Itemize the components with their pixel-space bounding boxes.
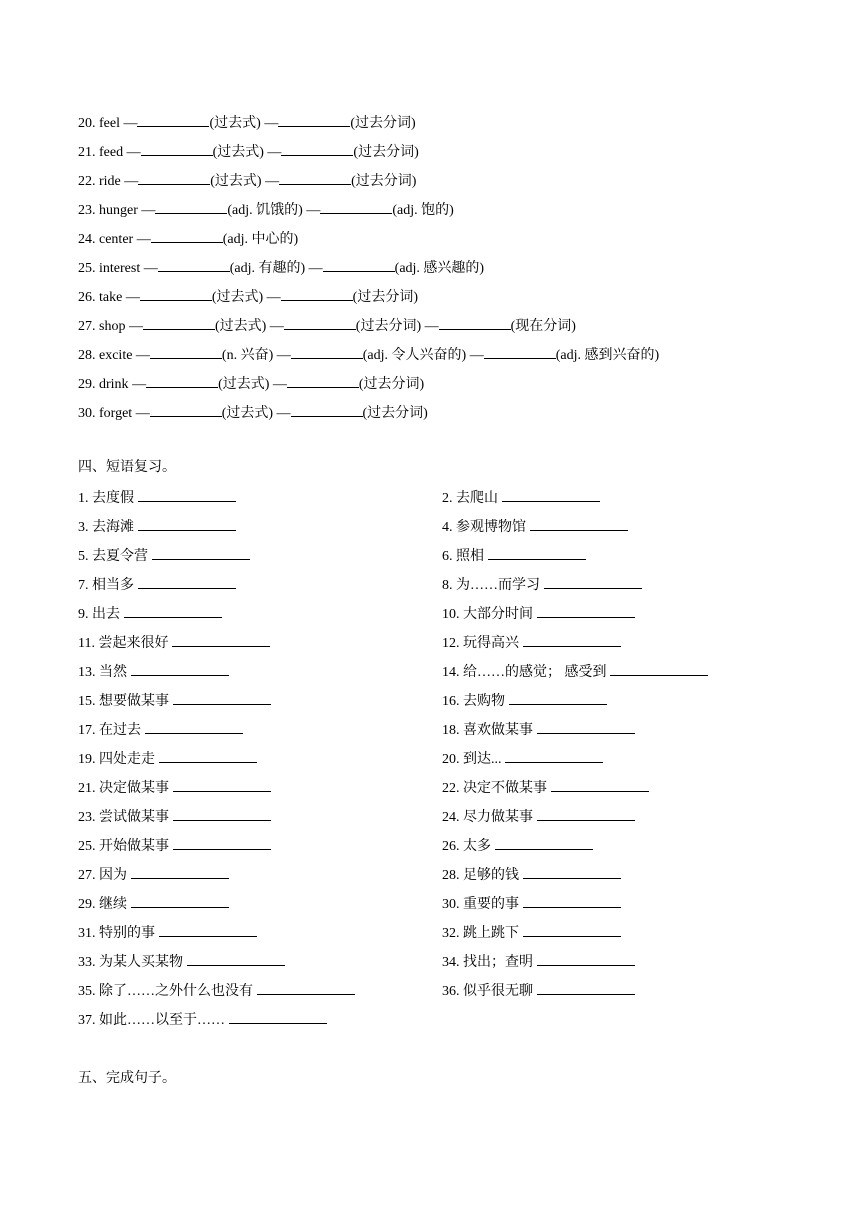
answer-blank[interactable] (523, 632, 621, 647)
item-number: 22. (78, 174, 99, 189)
answer-blank[interactable] (151, 228, 223, 243)
item-number: 26. (78, 290, 99, 305)
phrase-prompt: 18. 喜欢做某事 (442, 723, 537, 738)
phrase-item (78, 980, 355, 1000)
phrase-item (78, 487, 236, 507)
phrase-item (78, 603, 222, 623)
phrase-prompt: 35. 除了……之外什么也没有 (78, 984, 257, 999)
dash: — (263, 145, 282, 160)
phrase-item (442, 864, 621, 884)
phrase-item (442, 893, 621, 913)
base-word: ride (99, 174, 125, 189)
phrase-item (442, 719, 635, 739)
phrase-prompt: 31. 特别的事 (78, 926, 159, 941)
phrase-item (442, 951, 635, 971)
form-hint: (n. 兴奋) (221, 348, 274, 363)
phrase-item (442, 603, 635, 623)
answer-blank[interactable] (124, 603, 222, 618)
answer-blank[interactable] (488, 545, 586, 560)
word-form-row (78, 112, 416, 132)
answer-blank[interactable] (146, 373, 218, 388)
phrase-item (78, 777, 271, 797)
dash: — (143, 261, 158, 276)
word-form-row (78, 373, 424, 393)
answer-blank[interactable] (150, 344, 222, 359)
phrase-item (442, 980, 635, 1000)
answer-blank[interactable] (138, 487, 236, 502)
form-hint: (adj. 感到兴奋的) (555, 348, 660, 363)
base-word: take (99, 290, 126, 305)
form-hint: (过去式) (214, 319, 267, 334)
form-hint: (过去分词) (358, 377, 425, 392)
phrase-prompt: 20. 到达... (442, 752, 505, 767)
base-word: center (99, 232, 137, 247)
phrase-item (442, 835, 593, 855)
item-number: 28. (78, 348, 99, 363)
form-hint: (过去分词) (352, 290, 418, 305)
word-form-row (78, 199, 454, 219)
dash: — (302, 203, 321, 218)
phrase-prompt: 24. 尽力做某事 (442, 810, 537, 825)
dash: — (421, 319, 439, 334)
base-word: forget (99, 406, 136, 421)
phrase-item (78, 545, 250, 565)
answer-blank[interactable] (279, 170, 351, 185)
answer-blank[interactable] (159, 922, 257, 937)
dash: — (273, 406, 291, 421)
form-hint: (adj. 中心的) (222, 232, 299, 247)
form-hint: (过去式) (209, 116, 261, 131)
phrase-prompt: 9. 出去 (78, 607, 124, 622)
answer-blank[interactable] (229, 1009, 327, 1024)
phrase-prompt: 16. 去购物 (442, 694, 509, 709)
section-heading-phrases: 四、短语复习。 (78, 460, 176, 475)
answer-blank[interactable] (537, 806, 635, 821)
answer-blank[interactable] (505, 748, 603, 763)
phrase-prompt: 13. 当然 (78, 665, 131, 680)
phrase-item (78, 864, 229, 884)
answer-blank[interactable] (484, 344, 556, 359)
word-form-row (78, 315, 576, 335)
phrase-prompt: 5. 去夏令营 (78, 549, 152, 564)
answer-blank[interactable] (287, 373, 359, 388)
answer-blank[interactable] (523, 922, 621, 937)
dash: — (136, 232, 151, 247)
phrase-prompt: 14. 给……的感觉； 感受到 (442, 665, 610, 680)
phrase-prompt: 28. 足够的钱 (442, 868, 523, 883)
answer-blank[interactable] (152, 545, 250, 560)
phrase-item (442, 487, 600, 507)
answer-blank[interactable] (173, 690, 271, 705)
form-hint: (过去式) (211, 290, 264, 305)
phrase-prompt: 15. 想要做某事 (78, 694, 173, 709)
phrase-item (78, 806, 271, 826)
form-hint: (过去分词) (353, 145, 419, 160)
phrase-item (78, 574, 236, 594)
dash: — (135, 348, 150, 363)
answer-blank[interactable] (131, 893, 229, 908)
answer-blank[interactable] (291, 344, 363, 359)
phrase-item (442, 574, 642, 594)
form-hint: (过去式) (210, 174, 262, 189)
phrase-item (78, 1009, 327, 1029)
form-hint: (adj. 令人兴奋的) (362, 348, 467, 363)
item-number: 29. (78, 377, 99, 392)
phrase-prompt: 21. 决定做某事 (78, 781, 173, 796)
answer-blank[interactable] (278, 112, 350, 127)
phrase-prompt: 2. 去爬山 (442, 491, 502, 506)
word-form-row (78, 286, 418, 306)
phrase-item (78, 690, 271, 710)
base-word: hunger (99, 203, 142, 218)
dash: — (269, 377, 287, 392)
phrase-prompt: 1. 去度假 (78, 491, 138, 506)
phrase-prompt: 25. 开始做某事 (78, 839, 173, 854)
phrase-prompt: 29. 继续 (78, 897, 131, 912)
phrase-item (442, 516, 628, 536)
answer-blank[interactable] (172, 632, 270, 647)
answer-blank[interactable] (530, 516, 628, 531)
answer-blank[interactable] (138, 516, 236, 531)
phrase-item (442, 632, 621, 652)
answer-blank[interactable] (155, 199, 227, 214)
answer-blank[interactable] (544, 574, 642, 589)
answer-blank[interactable] (187, 951, 285, 966)
answer-blank[interactable] (138, 170, 210, 185)
phrase-item (78, 748, 257, 768)
phrase-item (78, 835, 271, 855)
base-word: feed (99, 145, 127, 160)
phrase-prompt: 4. 参观博物馆 (442, 520, 530, 535)
phrase-prompt: 11. 尝起来很好 (78, 636, 172, 651)
base-word: interest (99, 261, 144, 276)
phrase-item (442, 748, 603, 768)
form-hint: (adj. 饱的) (392, 203, 454, 218)
answer-blank[interactable] (284, 315, 356, 330)
dash: — (123, 116, 138, 131)
item-number: 21. (78, 145, 99, 160)
form-hint: (adj. 饥饿的) (227, 203, 303, 218)
dash: — (273, 348, 291, 363)
word-form-row (78, 257, 484, 277)
answer-blank[interactable] (173, 806, 271, 821)
phrase-item (78, 922, 257, 942)
phrase-prompt: 7. 相当多 (78, 578, 138, 593)
dash: — (141, 203, 156, 218)
phrase-prompt: 23. 尝试做某事 (78, 810, 173, 825)
form-hint: (过去分词) (351, 174, 417, 189)
dash: — (466, 348, 484, 363)
answer-blank[interactable] (145, 719, 243, 734)
answer-blank[interactable] (131, 864, 229, 879)
phrase-item (78, 893, 229, 913)
answer-blank[interactable] (159, 748, 257, 763)
answer-blank[interactable] (323, 257, 395, 272)
answer-blank[interactable] (291, 402, 363, 417)
form-hint: (过去分词) (350, 116, 416, 131)
phrase-item (78, 951, 285, 971)
phrase-prompt: 6. 照相 (442, 549, 488, 564)
answer-blank[interactable] (281, 286, 353, 301)
answer-blank[interactable] (610, 661, 708, 676)
item-number: 25. (78, 261, 99, 276)
phrase-item (442, 777, 649, 797)
phrase-prompt: 32. 跳上跳下 (442, 926, 523, 941)
phrase-prompt: 12. 玩得高兴 (442, 636, 523, 651)
item-number: 27. (78, 319, 99, 334)
answer-blank[interactable] (150, 402, 222, 417)
phrase-prompt: 33. 为某人买某物 (78, 955, 187, 970)
form-hint: (过去式) (221, 406, 274, 421)
word-form-row (78, 344, 659, 364)
answer-blank[interactable] (537, 951, 635, 966)
form-hint: (现在分词) (510, 319, 576, 334)
dash: — (263, 290, 281, 305)
phrase-item (78, 516, 236, 536)
word-form-row (78, 170, 416, 190)
dash: — (124, 174, 139, 189)
base-word: excite (99, 348, 136, 363)
phrase-item (442, 806, 635, 826)
section-heading-sentences: 五、完成句子。 (78, 1071, 176, 1086)
dash: — (261, 174, 280, 189)
item-number: 30. (78, 406, 99, 421)
item-number: 20. (78, 116, 99, 131)
dash: — (305, 261, 323, 276)
answer-blank[interactable] (143, 315, 215, 330)
answer-blank[interactable] (551, 777, 649, 792)
answer-blank[interactable] (502, 487, 600, 502)
answer-blank[interactable] (137, 112, 209, 127)
phrase-prompt: 36. 似乎很无聊 (442, 984, 537, 999)
form-hint: (过去式) (218, 377, 270, 392)
answer-blank[interactable] (140, 286, 212, 301)
answer-blank[interactable] (523, 893, 621, 908)
phrase-item (78, 632, 270, 652)
phrase-item (78, 661, 229, 681)
word-form-row (78, 228, 298, 248)
phrase-item (442, 545, 586, 565)
answer-blank[interactable] (495, 835, 593, 850)
answer-blank[interactable] (173, 835, 271, 850)
form-hint: (过去分词) (362, 406, 428, 421)
answer-blank[interactable] (138, 574, 236, 589)
word-form-row (78, 402, 428, 422)
phrase-prompt: 34. 找出；查明 (442, 955, 537, 970)
item-number: 23. (78, 203, 99, 218)
phrase-item (442, 661, 708, 681)
dash: — (126, 145, 141, 160)
phrase-prompt: 17. 在过去 (78, 723, 145, 738)
phrase-prompt: 37. 如此……以至于…… (78, 1013, 229, 1028)
phrase-item (78, 719, 243, 739)
phrase-item (442, 690, 607, 710)
phrase-prompt: 27. 因为 (78, 868, 131, 883)
phrase-prompt: 10. 大部分时间 (442, 607, 537, 622)
answer-blank[interactable] (158, 257, 230, 272)
answer-blank[interactable] (141, 141, 213, 156)
phrase-prompt: 19. 四处走走 (78, 752, 159, 767)
form-hint: (adj. 感兴趣的) (394, 261, 485, 276)
answer-blank[interactable] (537, 603, 635, 618)
dash: — (260, 116, 279, 131)
phrase-item (442, 922, 621, 942)
answer-blank[interactable] (537, 980, 635, 995)
phrase-prompt: 22. 决定不做某事 (442, 781, 551, 796)
dash: — (266, 319, 284, 334)
answer-blank[interactable] (439, 315, 511, 330)
answer-blank[interactable] (131, 661, 229, 676)
answer-blank[interactable] (523, 864, 621, 879)
base-word: shop (99, 319, 129, 334)
base-word: drink (99, 377, 133, 392)
form-hint: (过去分词) (355, 319, 422, 334)
answer-blank[interactable] (257, 980, 355, 995)
phrase-prompt: 3. 去海滩 (78, 520, 138, 535)
item-number: 24. (78, 232, 99, 247)
answer-blank[interactable] (509, 690, 607, 705)
dash: — (128, 319, 143, 334)
dash: — (135, 406, 150, 421)
answer-blank[interactable] (173, 777, 271, 792)
answer-blank[interactable] (320, 199, 392, 214)
dash: — (132, 377, 147, 392)
answer-blank[interactable] (281, 141, 353, 156)
phrase-prompt: 30. 重要的事 (442, 897, 523, 912)
form-hint: (adj. 有趣的) (229, 261, 306, 276)
base-word: feel (99, 116, 124, 131)
dash: — (125, 290, 140, 305)
word-form-row (78, 141, 419, 161)
form-hint: (过去式) (212, 145, 264, 160)
answer-blank[interactable] (537, 719, 635, 734)
phrase-prompt: 8. 为……而学习 (442, 578, 544, 593)
phrase-prompt: 26. 太多 (442, 839, 495, 854)
